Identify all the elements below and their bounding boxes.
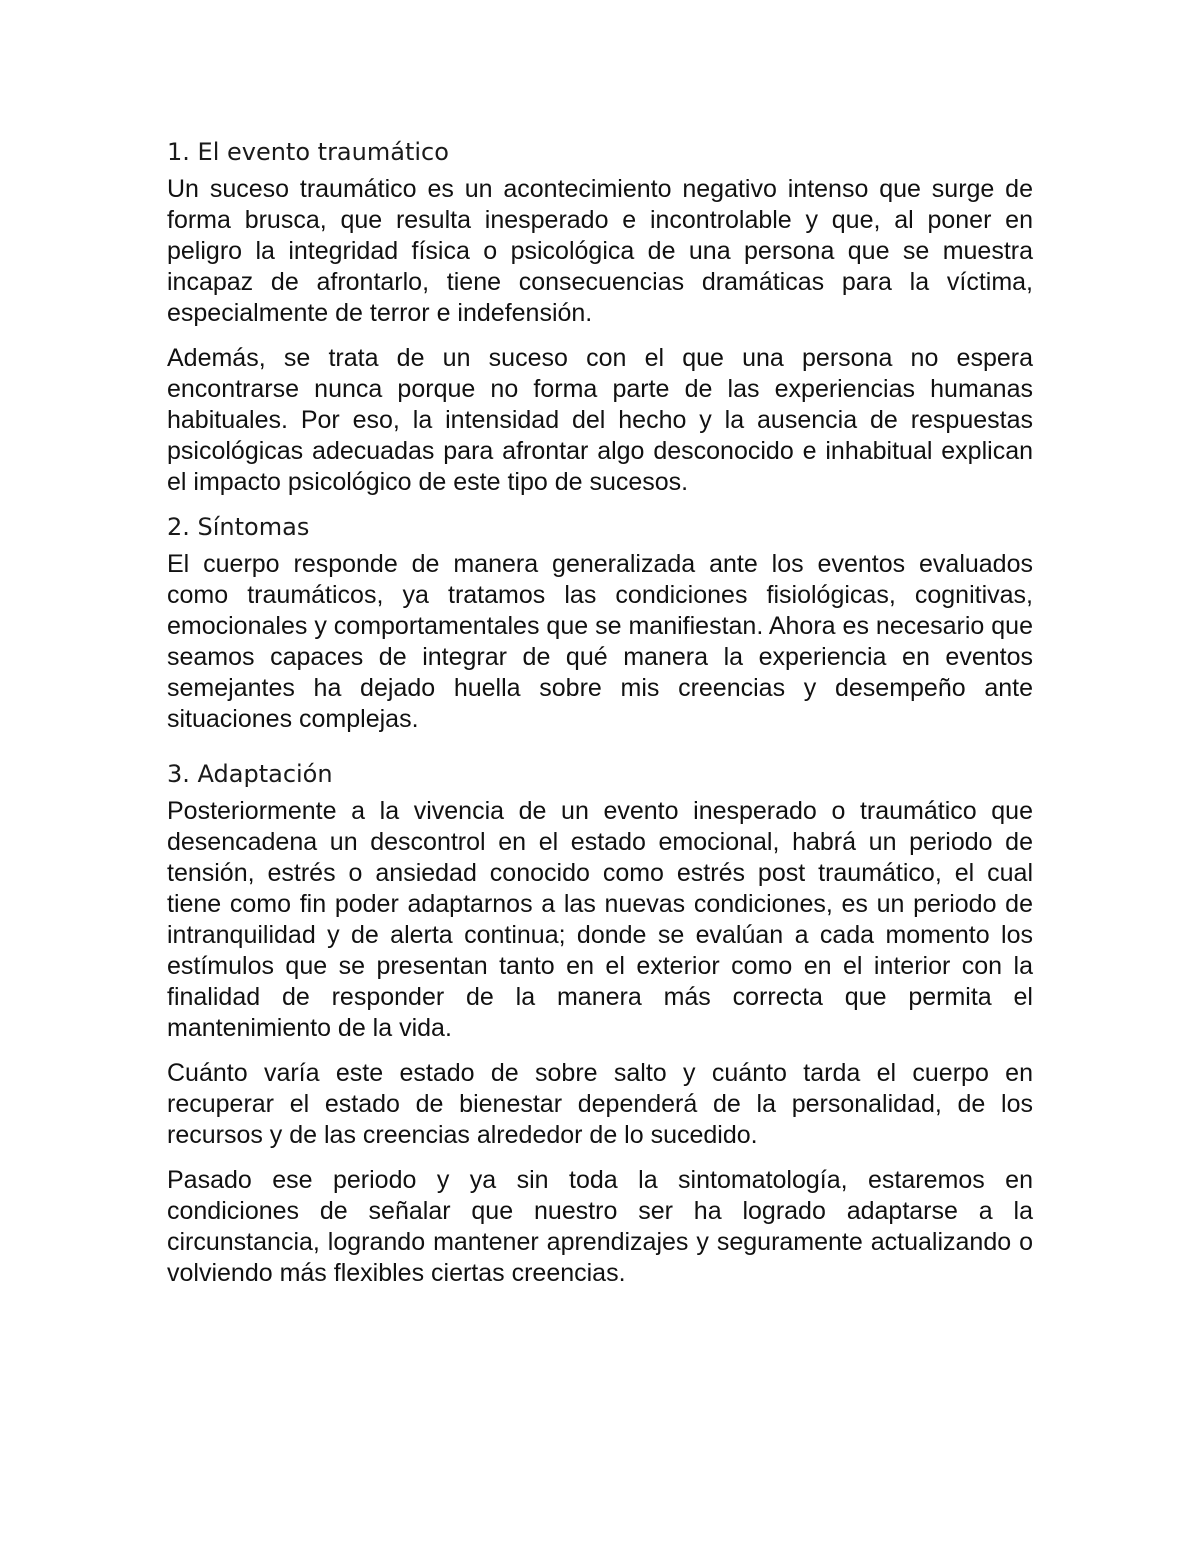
section-evento-traumatico (167, 137, 1033, 498)
document-body (167, 137, 1033, 1303)
paragraph: Un suceso traumático es un acontecimiento negativo intenso que surge de forma brusca, que resulta inesperado e incontrolable y que, al poner en peligro la integridad física o psicológica de una persona que se muestra incapaz de afrontarlo, tiene consecuencias dramáticas para la víctima, especialmente de terror e indefensión. (167, 175, 1033, 327)
paragraph: Cuánto varía este estado de sobre salto y cuánto tarda el cuerpo en recuperar el estado de bienestar dependerá de la personalidad, de los recursos y de las creencias alrededor de lo sucedido. (167, 1059, 1033, 1149)
paragraph: Además, se trata de un suceso con el que una persona no espera encontrarse nunca porque no forma parte de las experiencias humanas habituales. Por eso, la intensidad del hecho y la ausencia de respuestas psicológicas adecuadas para afrontar algo desconocido e inhabitual explican el impacto psicológico de este tipo de sucesos. (167, 344, 1033, 496)
paragraph: Posteriormente a la vivencia de un evento inesperado o traumático que desencadena un descontrol en el estado emocional, habrá un periodo de tensión, estrés o ansiedad conocido como estrés post traumático, el cual tiene como fin poder adaptarnos a las nuevas condiciones, es un periodo de intranquilidad y de alerta continua; donde se evalúan a cada momento los estímulos que se presentan tanto en el exterior como en el interior con la finalidad de responder de la manera más correcta que permita el mantenimiento de la vida. (167, 797, 1033, 1042)
section-heading: 1. El evento traumático (167, 138, 449, 166)
section-sintomas (167, 512, 1033, 735)
paragraph: El cuerpo responde de manera generalizada ante los eventos evaluados como traumáticos, ya tratamos las condiciones fisiológicas, cognitivas, emocionales y comportamentales que se manifiestan. Ahora es necesario que seamos capaces de integrar de qué manera la experiencia en eventos semejantes ha dejado huella sobre mis creencias y desempeño ante situaciones complejas. (167, 550, 1033, 733)
paragraph: Pasado ese periodo y ya sin toda la sintomatología, estaremos en condiciones de señalar que nuestro ser ha logrado adaptarse a la circunstancia, logrando mantener aprendizajes y seguramente actualizando o volviendo más flexibles ciertas creencias. (167, 1166, 1033, 1287)
section-adaptacion (167, 759, 1033, 1289)
section-heading: 2. Síntomas (167, 513, 310, 541)
section-heading: 3. Adaptación (167, 760, 333, 788)
